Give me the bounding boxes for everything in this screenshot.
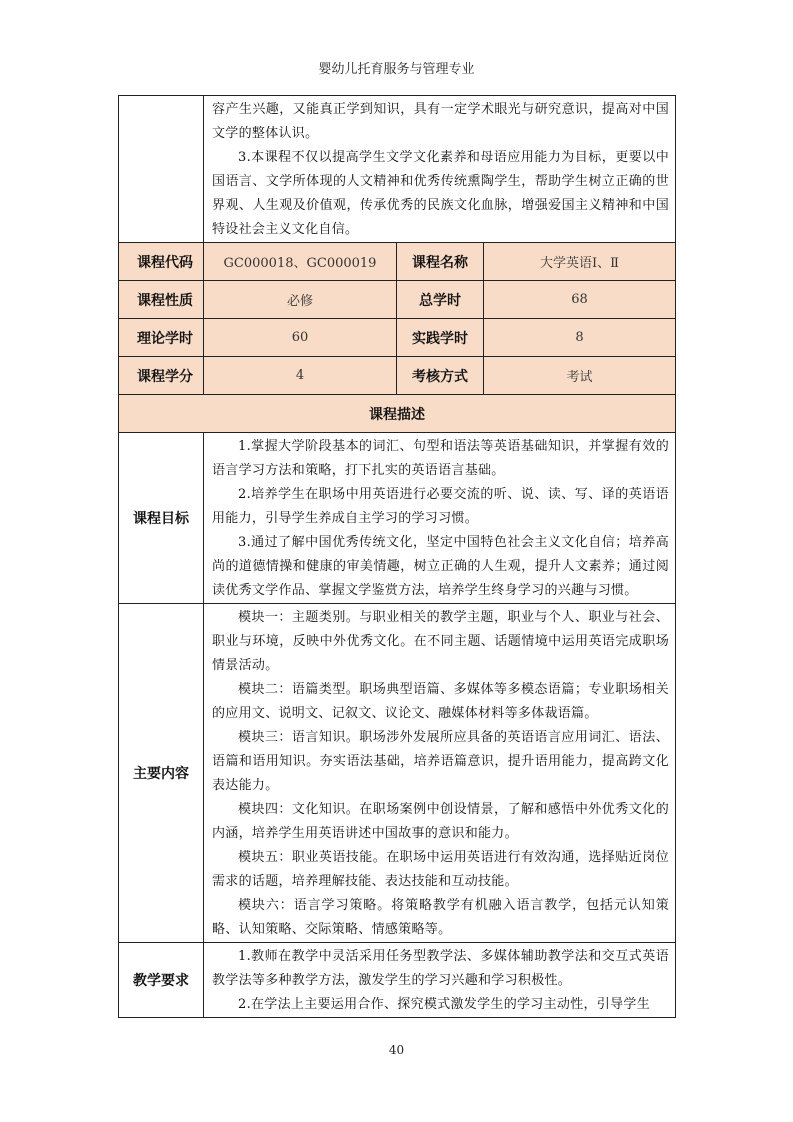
objectives-label: 课程目标 <box>119 433 204 604</box>
page-header: 婴幼儿托育服务与管理专业 <box>318 62 475 77</box>
total-hours-label: 总学时 <box>397 281 484 319</box>
course-description-header: 课程描述 <box>119 395 676 433</box>
content-text-cell <box>204 604 676 943</box>
content-paragraph: 模块六：语言学习策略。将策略教学有机融入语言教学，包括元认知策略、认知策略、交际策略、情感策略等。 <box>212 898 669 937</box>
content-label: 主要内容 <box>119 604 204 943</box>
requirement-paragraph: 1.教师在教学中灵活采用任务型教学法、多媒体辅助教学法和交互式英语教学法等多种教学方法，激发学生的学习兴趣和学习积极性。 <box>212 949 669 988</box>
requirements-text-cell <box>204 943 676 1018</box>
course-name-label: 课程名称 <box>397 243 484 281</box>
content-paragraph: 模块五：职业英语技能。在职场中运用英语进行有效沟通，选择贴近岗位需求的话题，培养理解技能、表达技能和互动技能。 <box>212 850 669 889</box>
page-number: 40 <box>388 1043 405 1057</box>
assessment-label: 考核方式 <box>397 357 484 395</box>
credit-label: 课程学分 <box>119 357 204 395</box>
course-code-label: 课程代码 <box>119 243 204 281</box>
content-paragraph: 模块一：主题类别。与职业相关的教学主题，职业与个人、职业与社会、职业与环境，反映中外优秀文化。在不同主题、话题情境中运用英语完成职场情景活动。 <box>212 610 669 673</box>
course-code-value: GC000018、GC000019 <box>204 243 397 281</box>
content-paragraph: 模块四：文化知识。在职场案例中创设情景，了解和感悟中外优秀文化的内涵，培养学生用英语讲述中国故事的意识和能力。 <box>212 802 669 841</box>
theory-hours-value: 60 <box>204 319 397 357</box>
intro-paragraph: 容产生兴趣，又能真正学到知识，具有一定学术眼光与研究意识，提高对中国文学的整体认识。 <box>212 102 669 141</box>
requirement-paragraph: 2.在学法上主要运用合作、探究模式激发学生的学习主动性，引导学生 <box>238 997 651 1012</box>
objective-paragraph: 2.培养学生在职场中用英语进行必要交流的听、说、读、写、译的英语语用能力，引导学生养成自主学习的学习习惯。 <box>212 487 669 526</box>
course-table <box>118 95 676 1018</box>
intro-paragraph: 3.本课程不仅以提高学生文学文化素养和母语应用能力为目标，更要以中国语言、文学所体现的人文精神和优秀传统熏陶学生，帮助学生树立正确的世界观、人生观及价值观，传承优秀的民族文化血脉，增强爱国主义精神和中国特设社会主义文化自信。 <box>212 150 669 237</box>
objective-paragraph: 1.掌握大学阶段基本的词汇、句型和语法等英语基础知识，并掌握有效的语言学习方法和策略，打下扎实的英语语言基础。 <box>212 439 669 478</box>
practice-hours-value: 8 <box>484 319 676 357</box>
course-nature-label: 课程性质 <box>119 281 204 319</box>
theory-hours-label: 理论学时 <box>119 319 204 357</box>
content-paragraph: 模块三：语言知识。职场涉外发展所应具备的英语语言应用词汇、语法、语篇和语用知识。夯实语法基础，培养语篇意识，提升语用能力，提高跨文化表达能力。 <box>212 730 669 793</box>
course-nature-value: 必修 <box>204 281 397 319</box>
intro-text-cell <box>204 96 676 243</box>
objective-paragraph: 3.通过了解中国优秀传统文化，坚定中国特色社会主义文化自信；培养高尚的道德情操和健康的审美情趣，树立正确的人生观，提升人文素养；通过阅读优秀文学作品、掌握文学鉴赏方法，培养学生终身学习的兴趣与习惯。 <box>212 535 669 598</box>
total-hours-value: 68 <box>484 281 676 319</box>
practice-hours-label: 实践学时 <box>397 319 484 357</box>
assessment-value: 考试 <box>484 357 676 395</box>
course-name-value: 大学英语Ⅰ、Ⅱ <box>484 243 676 281</box>
intro-side-cell <box>119 96 204 243</box>
content-paragraph: 模块二：语篇类型。职场典型语篇、多媒体等多模态语篇；专业职场相关的应用文、说明文、记叙文、议论文、融媒体材料等多体裁语篇。 <box>212 682 669 721</box>
requirements-label: 教学要求 <box>119 943 204 1018</box>
credit-value: 4 <box>204 357 397 395</box>
objectives-text-cell <box>204 433 676 604</box>
